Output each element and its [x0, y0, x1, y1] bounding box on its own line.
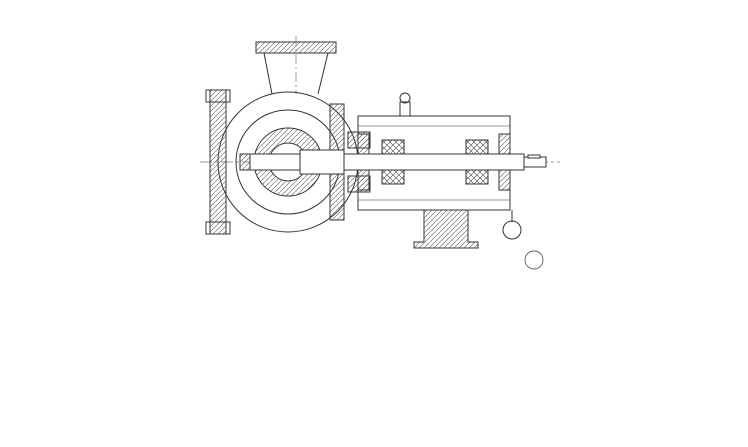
- suction-flange: [210, 90, 226, 234]
- discharge-flange: [256, 42, 336, 53]
- pump-geometry: [206, 42, 546, 269]
- detail-circle: [525, 251, 543, 269]
- support-foot: [414, 210, 478, 248]
- shaft-sleeve: [300, 150, 344, 174]
- bearing-front-lower: [382, 169, 404, 184]
- pump-sectional-drawing-svg: [0, 22, 748, 294]
- sectional-drawing-area: [0, 22, 748, 294]
- impeller-nut: [240, 154, 250, 170]
- bearing-rear-lower: [466, 169, 488, 184]
- keyway: [528, 155, 540, 158]
- vent-filter: [400, 102, 410, 116]
- bearing-rear-upper: [466, 140, 488, 155]
- bearing-front-upper: [382, 140, 404, 155]
- shaft: [250, 154, 524, 170]
- constant-level-oiler: [503, 221, 521, 239]
